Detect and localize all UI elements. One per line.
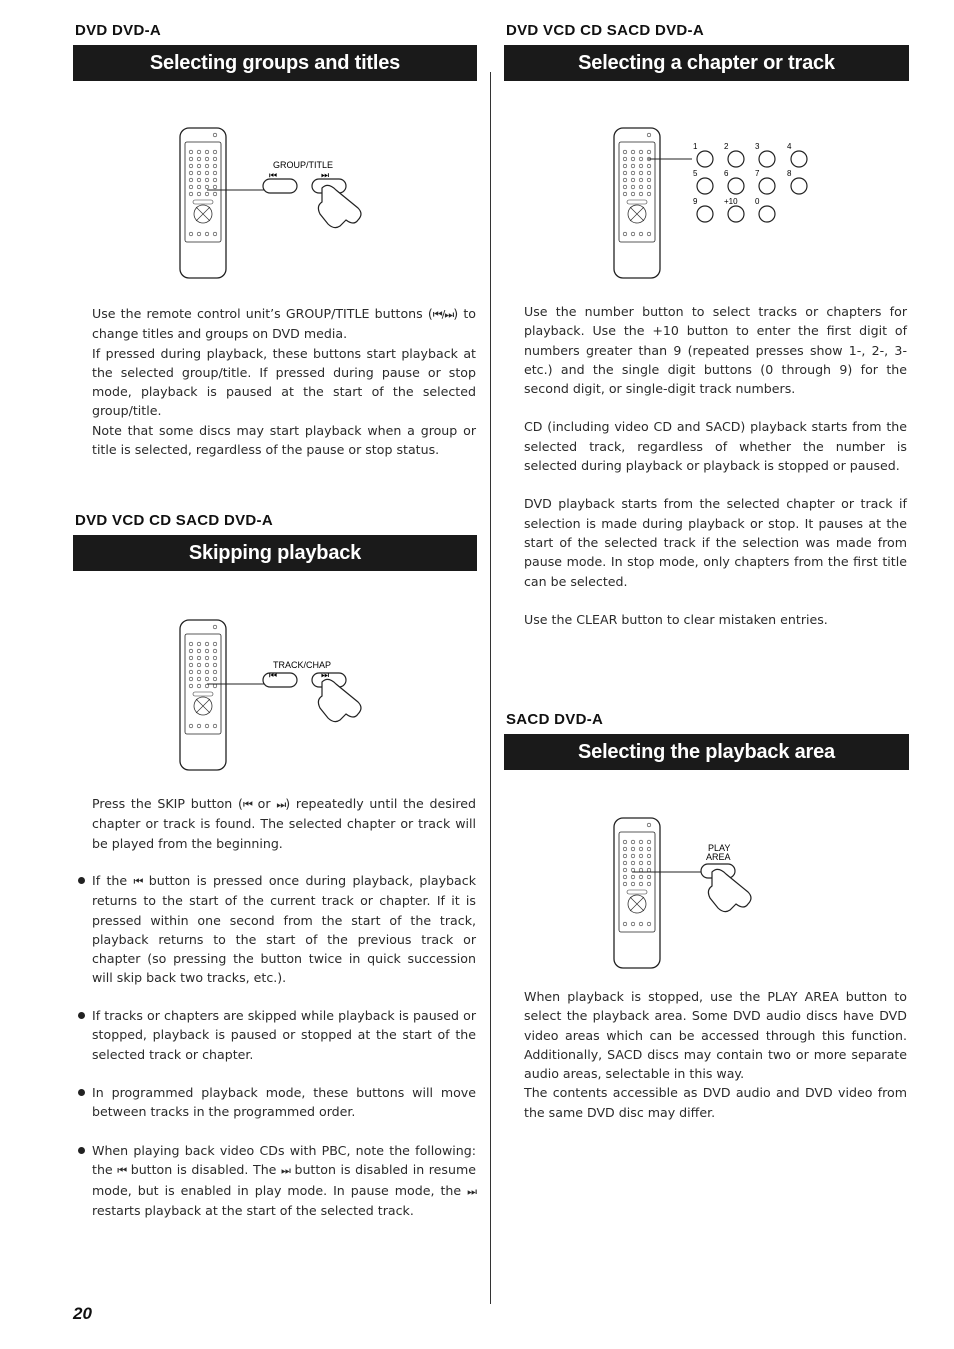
bullet-4-a: When playing back video CDs with PBC, note the following: the <box>92 1143 476 1178</box>
chapter-text <box>524 302 907 629</box>
section-title-area: Selecting the playback area <box>504 734 909 770</box>
area-para-2: The contents accessible as DVD audio and DVD video from the same DVD disc may differ. <box>524 1085 907 1120</box>
section-title-chapter: Selecting a chapter or track <box>504 45 909 81</box>
group-title-label: GROUP/TITLE <box>273 160 334 170</box>
section-title-skipping: Skipping playback <box>73 535 477 571</box>
remote-control-icon <box>614 818 660 968</box>
number-button-label: 7 <box>755 169 760 178</box>
number-button-label: 8 <box>787 169 792 178</box>
number-button-icon <box>791 178 807 194</box>
number-button-label: 9 <box>693 197 698 206</box>
prev-group-button-icon <box>263 179 297 193</box>
remote-control-icon <box>180 128 226 278</box>
skipping-intro-para <box>92 794 476 853</box>
groups-text <box>92 304 476 459</box>
groups-para-1 <box>92 304 476 344</box>
skip-prev-icon: ⏮ <box>242 798 252 811</box>
remote-illustration-track-chap <box>170 614 380 774</box>
remote-illustration-play-area <box>604 812 784 972</box>
groups-para-1a: Use the remote control unit’s GROUP/TITLE buttons ( <box>92 306 433 321</box>
skipping-bullet-3: In programmed playback mode, these buttons will move between tracks in the programmed order. <box>92 1085 476 1120</box>
number-button-label: 0 <box>755 197 760 206</box>
chapter-para-3: DVD playback starts from the selected chapter or track if selection is made during playback or stop. It pauses at the start of the selected track if the selection was made from pause mode. In stop mode, only chapters from the first title can be selected. <box>524 496 907 589</box>
skip-prev-icon: ⏮ <box>117 1164 127 1178</box>
number-button-icon <box>697 206 713 222</box>
bullet-icon <box>78 1147 85 1154</box>
groups-para-3: Note that some discs may start playback when a group or title is selected, regardless of the pause or stop status. <box>92 422 476 458</box>
chapter-para-4: Use the CLEAR button to clear mistaken entries. <box>524 611 828 627</box>
number-button-label: 6 <box>724 169 729 178</box>
groups-para-2: If pressed during playback, these buttons start playback at the selected group/title. If pressed during pause or stop mode, playback is paused at the start of the selected group/title. <box>92 345 476 419</box>
skipping-bullet-4 <box>92 1141 476 1220</box>
skip-next-icon: ⏭ <box>276 798 286 811</box>
number-button-label: +10 <box>724 197 738 206</box>
bullet-4-d: restarts playback at the start of the selected track. <box>92 1202 414 1218</box>
number-button-icon <box>759 206 775 222</box>
number-button-icon <box>759 178 775 194</box>
skip-next-glyph-icon: ⏭ <box>321 171 330 181</box>
play-label: PLAY <box>708 843 731 853</box>
bullet-1-b: button is pressed once during playback, playback returns to the start of the current track or chapter. If it is pressed within one second from the start of the track, playback returns to the start of the previous track or chapter (so pressing the button twice in quick succession will skip back two tracks, etc.). <box>92 873 476 986</box>
area-text <box>524 987 907 1122</box>
group-title-symbols: ⏮/⏭ <box>432 308 454 321</box>
skip-next-icon: ⏭ <box>280 1164 290 1178</box>
area-label: AREA <box>706 852 731 862</box>
column-divider <box>490 72 491 1304</box>
skip-next-icon: ⏭ <box>467 1184 476 1198</box>
bullet-icon <box>78 877 85 884</box>
format-tags-chapter: DVD VCD CD SACD DVD-A <box>506 22 704 39</box>
number-button-label: 5 <box>693 169 698 178</box>
number-button-icon <box>697 151 713 167</box>
format-tags-groups: DVD DVD-A <box>75 22 162 39</box>
bullet-icon <box>78 1012 85 1019</box>
bullet-1-a: If the <box>92 873 134 888</box>
skipping-bullet-1 <box>92 871 476 988</box>
number-button-icon <box>697 178 713 194</box>
groups-para-1b: ) to change titles and groups on DVD media. <box>92 306 476 342</box>
format-tags-area: SACD DVD-A <box>506 711 604 728</box>
number-button-label: 4 <box>787 142 792 151</box>
skipping-intro-b: ) repeatedly until the desired chapter or track is found. The selected chapter or track will be played from the beginning. <box>92 796 477 851</box>
skipping-intro-or: or <box>251 796 277 811</box>
skip-prev-glyph-icon: ⏮ <box>269 171 278 181</box>
number-button-icon <box>791 151 807 167</box>
remote-illustration-group-title <box>170 122 380 282</box>
skipping-bullet-2: If tracks or chapters are skipped while playback is paused or stopped, playback is paused or stopped at the start of the selected track or chapter. <box>92 1008 476 1062</box>
chapter-para-1: Use the number button to select tracks or chapters for playback. Use the +10 button to enter the first digit of numbers greater than 9 (repeated presses show 1-, 2-, 3- etc.) and the single digit buttons (0 through 9) for the second digit, or single-digit track numbers. <box>524 304 907 397</box>
section-title-groups: Selecting groups and titles <box>73 45 477 81</box>
skipping-intro <box>92 794 476 853</box>
pointer-line <box>207 179 361 228</box>
format-tags-skipping: DVD VCD CD SACD DVD-A <box>75 512 273 529</box>
skip-prev-icon: ⏮ <box>133 875 143 888</box>
remote-illustration-numbers <box>604 122 824 282</box>
bullet-icon <box>78 1089 85 1096</box>
chapter-para-2: CD (including video CD and SACD) playback starts from the selected track, regardless of whether the number is selected during playback or playback is stopped or paused. <box>524 419 907 474</box>
skip-prev-glyph-icon: ⏮ <box>269 671 278 681</box>
number-button-label: 3 <box>755 142 760 151</box>
number-button-icon <box>728 151 744 167</box>
bullet-4-b: button is disabled. The <box>126 1162 281 1178</box>
number-buttons <box>693 142 807 222</box>
page-number: 20 <box>73 1304 92 1323</box>
bullet-4-c: button is disabled in resume mode, but is enabled in play mode. In pause mode, the <box>92 1162 476 1198</box>
skipping-intro-a: Press the SKIP button ( <box>92 796 243 811</box>
number-button-icon <box>728 178 744 194</box>
number-button-label: 1 <box>693 142 698 151</box>
remote-control-icon <box>614 128 660 278</box>
number-button-icon <box>759 151 775 167</box>
number-button-icon <box>728 206 744 222</box>
track-chap-label: TRACK/CHAP <box>273 660 332 670</box>
area-para-1: When playback is stopped, use the PLAY AREA button to select the playback area. Some DVD audio discs have DVD video areas which can be accessed through this function. Additionally, SACD discs may contain two or more separate audio areas, selectable in this way. <box>524 989 907 1082</box>
number-button-label: 2 <box>724 142 729 151</box>
skip-next-glyph-icon: ⏭ <box>321 671 330 681</box>
remote-control-icon <box>180 620 226 770</box>
